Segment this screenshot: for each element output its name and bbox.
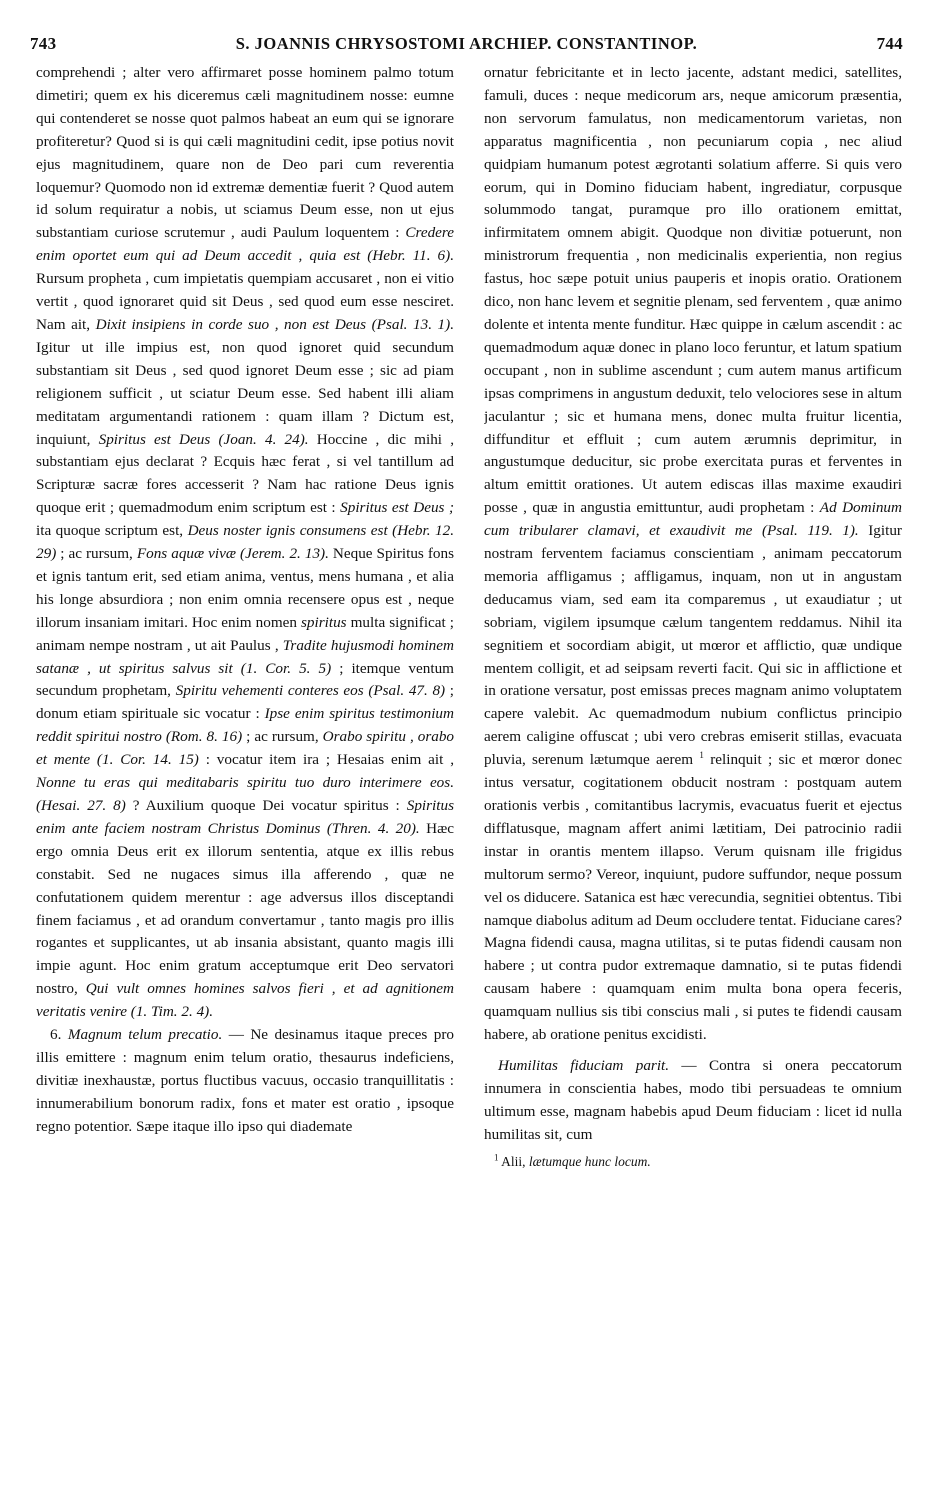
scripture-reference: (Hebr. 12. 29) xyxy=(36,522,454,563)
section-heading: Magnum telum precatio. xyxy=(67,1026,223,1044)
text-run: ; donum etiam spirituale sic vocatur : xyxy=(36,682,454,723)
text-run: ? Auxilium quoque Dei vocatur spiritus : xyxy=(125,797,407,814)
scripture-reference: (Rom. 8. 16) xyxy=(165,728,243,746)
scripture-reference: (Joan. 4. 24). xyxy=(218,430,309,448)
text-run: Hoccine , dic mihi , substantiam ejus declarat ? Ecquis hæc ferat , si vel tantillum ad Scripturæ sacræ fores accesserit ? Nam hac ratione Deus ignis quoque erit ; quemadmodum enim scriptum est : xyxy=(36,430,454,517)
scripture-reference: (Psal. 13. 1). xyxy=(371,315,454,333)
scripture-quote: Dixit insipiens in corde suo , non est Deus xyxy=(95,315,367,333)
scripture-reference: (Psal. 119. 1). xyxy=(761,522,859,540)
section-heading: Humilitas fiduciam parit. xyxy=(498,1056,670,1074)
text-run: ornatur febricitante et in lecto jacente, adstant medici, satellites, famuli, duces : neque medicorum ars, neque amicorum præsentia, non servorum famulatus, non medicamentorum varietas, non apparatus magnificentia , non pecuniarum copia , nec aliud quidpiam humanum potest ægrotanti solatium afferre. Si quis vero eorum, qui in Domino fiduciam habent, ingrediatur, corpusque solummodo tangat, puramque pro illo orationem emittat, infirmitatem omnem abigit. Quodque non divitiæ potuerunt, non ministrorum frequentia , non medicinalis experientia, non regius fastus, hoc sæpe potuit unius pauperis et inopis oratio. Orationem dico, non hanc levem et segnitie plenam, sed ferventem , quæ animo dolente et intenta mente funditur. Hæc quippe in cælum ascendit : ac quemadmodum aquæ donec in plano loco feruntur, et latum spatium occupant , non in sublime ascendunt ; cum autem manus artificum ipsas comprimens in angustum deduxit, telo velociores sese in altum jaculantur ; sic et humana mens, donec multa fruitur licentia, diffunditur et effluit ; cum autem ærumnis deprimitur, in angustumque deducitur, sic probe exercitata puras et ferventes in altum emittit orationes. Ut autem ediscas illas maxime exaudiri posse , quæ in angustia emittuntur, audi prophetam : xyxy=(484,64,902,517)
text-run: Igitur ut ille impius est, non quod ignoret quid secundum substantiam sit Deus , sed quod ignoret Deum esse ; sic ad piam religionem sufficit , ut sciatur Deum esse. Sed habent illi aliam meditatam argumentandi rationem : quam illam ? Dictum est, inquiunt, xyxy=(36,338,454,448)
right-paragraph-2 xyxy=(484,1055,902,1147)
text-run: ; itemque ventum secundum prophetam, xyxy=(36,659,454,700)
right-paragraph-1 xyxy=(484,62,902,1047)
footnote-number: 1 xyxy=(494,1152,499,1163)
scripture-quote: Spiritus est Deus xyxy=(98,430,211,448)
left-paragraph-2 xyxy=(36,1024,454,1139)
scripture-quote: Orabo spiritu , orabo et mente xyxy=(36,728,454,769)
scripture-quote: Credere enim oportet eum qui ad Deum accedit , quia est xyxy=(36,224,454,265)
scripture-reference: (1. Cor. 5. 5) xyxy=(240,659,332,677)
scripture-quote: Spiritu vehementi conteres eos xyxy=(175,682,364,700)
page-number-left: 743 xyxy=(30,34,57,53)
scripture-reference: (Thren. 4. 20). xyxy=(326,819,420,837)
text-run: Hæc ergo omnia Deus erit ex illorum sententia, atque ex illis rebus constabit. Sed ne nugaces simus illa afferendo , quæ ne confutationem quidem merentur : age adversus illos disceptandi finem faciamus , et ad orandum convertamur , tanto magis pro illis rogantes et supplicantes, ut ab insania absistant, quanto magis illi impie agunt. Hoc enim gratum acceptumque erit Deo servatori nostro, xyxy=(36,819,454,998)
scripture-quote: Fons aquæ vivæ xyxy=(136,545,236,563)
text-run: comprehendi ; alter vero affirmaret posse hominem palmo totum dimetiri; quem ex his diceremus cæli magnitudinem nosse: eumne qui contenderet se nosse quot palmos habeat an eum qui se ignorare profiteretur? Quod si is qui cæli magnitudini cedit, ipse potius novit ejus magnitudinem, quare non de Deo pari cum reverentia loquemur? Quomodo non id extremæ dementiæ fuerit ? Quod autem id solum requiratur a nobis, ut sciamus Deum esse, non ut ejus substantiam curiose scrutemur , audi Paulum loquentem : xyxy=(36,64,454,242)
text-run: ; ac rursum, xyxy=(242,728,323,746)
scripture-quote: Ad Dominum cum tribularer clamavi, et exaudivit me xyxy=(484,499,902,540)
left-paragraph-1 xyxy=(36,62,454,1024)
page-number-right: 744 xyxy=(876,34,903,53)
text-run: multa significat ; animam nempe nostram , ut ait Paulus , xyxy=(36,613,454,654)
scripture-quote: Spiritus enim ante faciem nostram Christus Dominus xyxy=(36,797,454,837)
running-title: S. JOANNIS CHRYSOSTOMI ARCHIEP. CONSTANTINOP. xyxy=(235,34,698,53)
scripture-quote: Ipse enim spiritus testimonium reddit spiritui nostro xyxy=(36,705,454,746)
scripture-reference: (Hebr. 11. 6). xyxy=(367,247,454,265)
scripture-quote: Tradite hujusmodi hominem satanæ , ut spiritus salvus sit xyxy=(36,636,454,677)
emphasized-word: spiritus xyxy=(301,613,347,631)
scripture-quote: Deus noster ignis consumens est xyxy=(187,522,388,540)
right-column xyxy=(484,62,902,1481)
scripture-quote: Spiritus est Deus ; xyxy=(340,499,454,517)
scripture-reference: (Psal. 47. 8) xyxy=(368,682,446,700)
footnote xyxy=(484,1153,902,1171)
text-run: ita quoque scriptum est, xyxy=(36,522,188,540)
text-run: : vocatur item ira ; Hesaias enim ait , xyxy=(198,751,454,769)
scripture-reference: (1. Tim. 2. 4). xyxy=(130,1003,214,1021)
text-run: — Contra si onera peccatorum innumera in conscientia habes, modo tibi persuadeas te omnium ultimum esse, magnam habebis apud Deum fiduciam : licet id nulla humilitas sit, cum xyxy=(484,1056,902,1143)
text-run: Neque Spiritus fons et ignis tantum erit, sed etiam anima, ventus, mens humana , et alia his longe absurdiora ; non enim omnia recensere opus est , neque illorum insaniam imitari. Hoc enim nomen xyxy=(36,545,454,631)
scripture-reference: (1. Cor. 14. 15) xyxy=(96,751,199,769)
scripture-reference: (Jerem. 2. 13). xyxy=(240,545,329,563)
text-run: Igitur nostram ferventem faciamus conscientiam , animam peccatorum memoria affligamus ; affligamus, inquam, non ut in angustam deducamus viam, sed eam ita comparemus , ut exaudiatur ; ut sobriam, vigilem ipsumque cælum tangentem reddamus. Nihil ita segnitiem et socordiam abigit, ut mœror et afflictio, quæ undique mentem colligit, et ad seipsam reverti facit. Qui sic in afflictione et in oratione versatur, post emissas preces magnam animo voluptatem capere valebit. Ac quemadmodum nubium conflictus principio aerem caligine offuscat ; ubi vero crebras emiserit stillas, evacuata pluvia, serenum lætumque aerem xyxy=(484,522,902,769)
footnote-marker: 1 xyxy=(699,750,704,761)
text-run: Rursum propheta , cum impietatis quempiam accusaret , non ei vitio vertit , quod ignoraret quid sit Deus , sed quod eum esse nesciret. Nam ait, xyxy=(36,270,454,333)
footnote-text: lætumque hunc locum. xyxy=(528,1153,651,1169)
footnote-label: Alii, xyxy=(501,1153,526,1169)
page-header xyxy=(30,30,903,58)
left-column xyxy=(36,62,454,1481)
scripture-reference: (Hesai. 27. 8) xyxy=(36,797,126,814)
scripture-quote: Nonne tu eras qui meditabaris spiritu tuo duro interimere eos. xyxy=(36,774,454,792)
scripture-quote: Qui vult omnes homines salvos fieri , et ad agnitionem veritatis venire xyxy=(36,980,454,1021)
text-run: relinquit ; sic et mœror donec intus versatur, cogitationem obducit nostram : postquam autem orationis verbis , comitantibus lacrymis, evacuatus fuerit et ejectus difflatusque, magnam affert animi lætitiam, Dei patrocinio radii instar in orantis mentem illapso. Verum quisnam ille frigidus multorum sermo? Vereor, inquiunt, pudore suffundor, neque possum vel os diducere. Satanica est hæc verecundia, segnitiei obtentus. Tibi namque diabolus aditum ad Deum occludere tentat. Fiduciane cares? Magna fidendi causa, magna utilitas, si te putas fidendi causam non habere ; ut contra pudor extremaque damnatio, si te putas fidendi causam habere : quamquam enim multa bona opera feceris, quamquam nullius sis tibi conscius mali , si putes te fidendi causam habere, ab oratione penitus excidisti. xyxy=(484,751,902,1044)
text-run: ; ac rursum, xyxy=(56,545,137,563)
text-run: — Ne desinamus itaque preces pro illis emittere : magnum enim telum oratio, thesaurus indeficiens, divitiæ inexhaustæ, portus fluctibus vacuus, occasio tranquillitatis : innumerabilium bonorum radix, fons et mater est oratio , ipsoque regno potentior. Sæpe itaque illo ipso qui diademate xyxy=(36,1026,454,1135)
section-number: 6. xyxy=(50,1026,62,1044)
